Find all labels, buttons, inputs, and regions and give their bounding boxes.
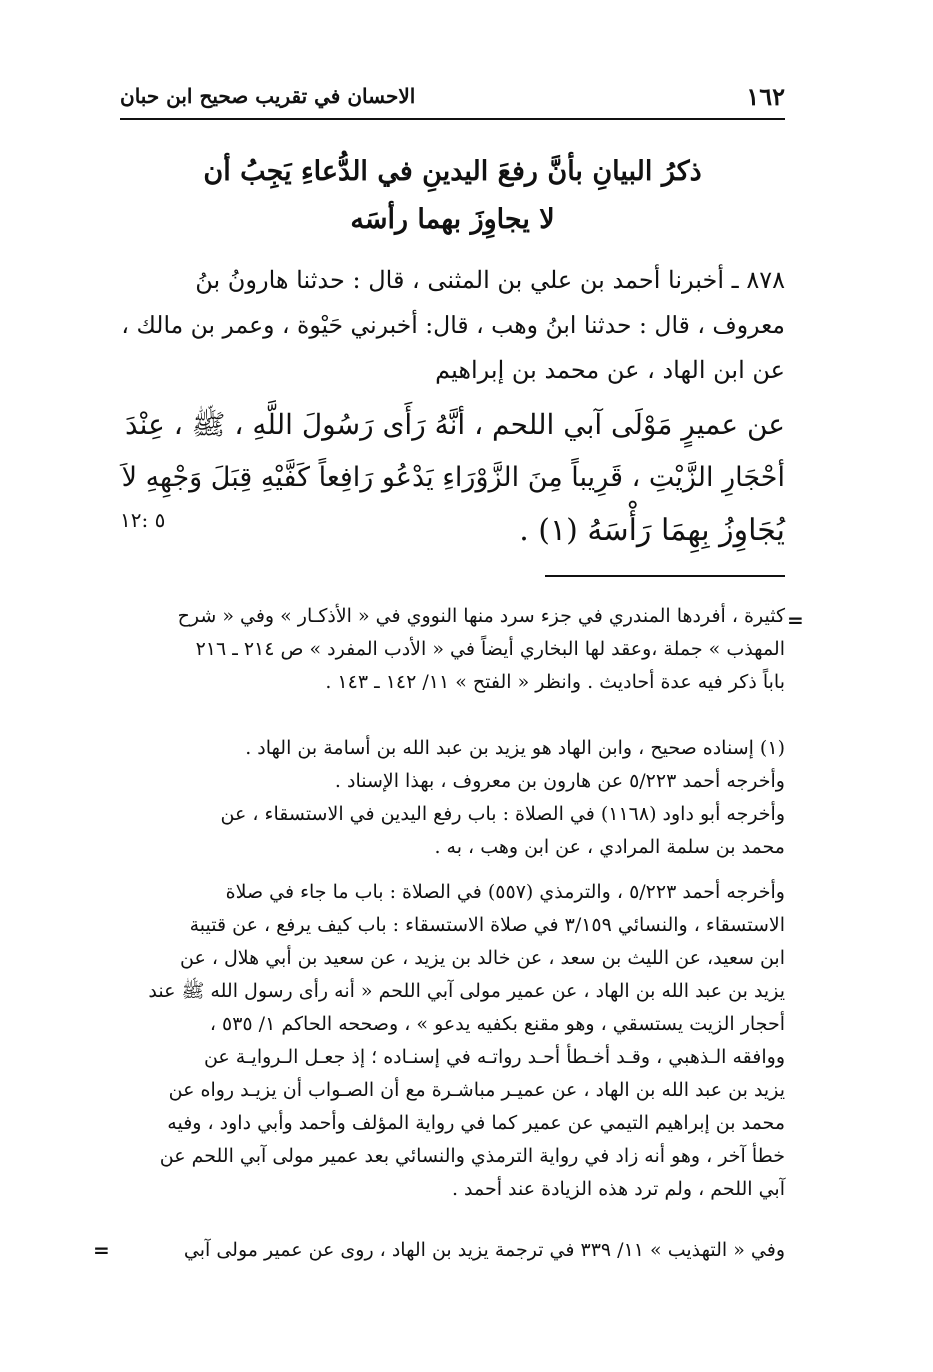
footnote-line: الاستسقاء ، والنسائي ٣/١٥٩ في صلاة الاستسقاء : باب كيف يرفع ، عن قتيبة: [189, 914, 785, 936]
header-rule: [120, 118, 785, 120]
hadith-chain-line: معروف ، قال : حدثنا ابنُ وهب ، قال: أخبرني حَيْوة ، وعمر بن مالك ،: [121, 311, 785, 339]
footnote-line: كثيرة ، أفردها المندري في جزء سرد منها النووي في « الأذكـار » وفي « شرح: [177, 605, 785, 627]
chapter-title-line: لا يجاوِزَ بهما رأسَه: [350, 204, 555, 235]
chapter-title-line: ذكرُ البيانِ بأنَّ رفعَ اليدينِ في الدُّعاءِ يَجِبُ أن: [203, 156, 702, 187]
footnote-line: وأخرجه أبو داود (١١٦٨) في الصلاة : باب رفع اليدين في الاستسقاء ، عن: [220, 803, 785, 825]
page-number: ١٦٢: [746, 82, 785, 111]
footnote-line: أحجار الزيت يستسقي ، وهو مقنع بكفيه يدعو » ، وصححه الحاكم ١/ ٥٣٥ ،: [209, 1013, 785, 1035]
footnote-line: ووافقه الـذهبي ، وقـد أخـطأ أحـد رواتـه في إسنـاده ؛ إذ جعـل الـروايـة عن: [203, 1046, 785, 1068]
footnote-line: يزيد بن عبد الله بن الهاد ، عن عمير مولى آبي اللحم « أنه رأى رسول الله ﷺ عند: [148, 980, 785, 1002]
footnote-line: محمد بن إبراهيم التيمي عن عمير كما في رواية المؤلف وأحمد وأبي داود ، وفيه: [167, 1112, 785, 1134]
footnote-ahmad: [120, 876, 785, 1206]
chapter-title: [120, 148, 785, 244]
hadith-chain: [120, 258, 785, 393]
footnote-line: محمد بن سلمة المرادي ، عن ابن وهب ، به .: [434, 836, 785, 858]
margin-reference: ٥ :١٢: [120, 508, 166, 532]
hadith-text: [120, 398, 785, 557]
footnote-line: (١) إسناده صحيح ، وابن الهاد هو يزيد بن عبد الله بن أسامة بن الهاد .: [245, 737, 785, 759]
hadith-chain-line: عن ابن الهاد ، عن محمد بن إبراهيم: [435, 356, 785, 384]
running-title: الاحسان في تقريب صحيح ابن حبان: [120, 84, 416, 108]
footnote-continuation: [120, 600, 785, 699]
footnote-tahdhib: [120, 1234, 785, 1267]
footnote-line: خطأ آخر ، وهو أنه زاد في رواية الترمذي والنسائي بعد عمير مولى آبي اللحم عن: [159, 1145, 785, 1167]
footnote-line: ابن سعيد، عن الليث بن سعد ، عن خالد بن يزيد ، عن سعيد بن أبي هلال ، عن: [179, 947, 785, 969]
continuation-mark: =: [787, 608, 804, 632]
footnote-line: يزيد بن عبد الله بن الهاد ، عن عميـر مباشـرة مع أن الصـواب أن يزيـد رواه عن: [168, 1079, 785, 1101]
hadith-text-line: أحْجَارِ الزَّيْتِ ، قَرِيباً مِنَ الزَّوْرَاءِ يَدْعُو رَافِعاً كَفَّيْهِ قِبَلَ وَجْهِهِ لاَ: [121, 462, 785, 493]
footnote-line: وفي « التهذيب » ١١/ ٣٣٩ في ترجمة يزيد بن الهاد ، روى عن عمير مولى آبي: [183, 1239, 785, 1261]
footnote-separator: [545, 575, 785, 577]
footnote-abu-dawud: [120, 798, 785, 864]
footnote-line: وأخرجه أحمد ٥/٢٢٣ ، والترمذي (٥٥٧) في الصلاة : باب ما جاء في صلاة: [225, 881, 785, 903]
page-header: [120, 82, 785, 114]
next-page-mark: =: [93, 1238, 110, 1262]
hadith-chain-line: ٨٧٨ ـ أخبرنا أحمد بن علي بن المثنى ، قال : حدثنا هارونُ بنُ: [195, 266, 785, 294]
footnote-line: آبي اللحم ، ولم ترد هذه الزيادة عند أحمد .: [451, 1178, 785, 1200]
hadith-text-line: يُجَاوِزُ بِهِمَا رَأْسَهُ (١) .: [519, 513, 785, 548]
footnote-line: باباً ذكر فيه عدة أحاديث . وانظر « الفتح » ١١/ ١٤٢ ـ ١٤٣ .: [325, 671, 785, 693]
hadith-text-line: عن عميرٍ مَوْلَى آبي اللحم ، أنَّهُ رَأَى رَسُولَ اللَّهِ ، ﷺ ، عِنْدَ: [124, 408, 785, 441]
footnote-line: المهذب » جملة ،وعقد لها البخاري أيضاً في « الأدب المفرد » ص ٢١٤ ـ ٢١٦: [195, 638, 785, 660]
footnote-line: وأخرجه أحمد ٥/٢٢٣ عن هارون بن معروف ، بهذا الإسناد .: [334, 770, 785, 792]
footnote-1: [120, 732, 785, 798]
